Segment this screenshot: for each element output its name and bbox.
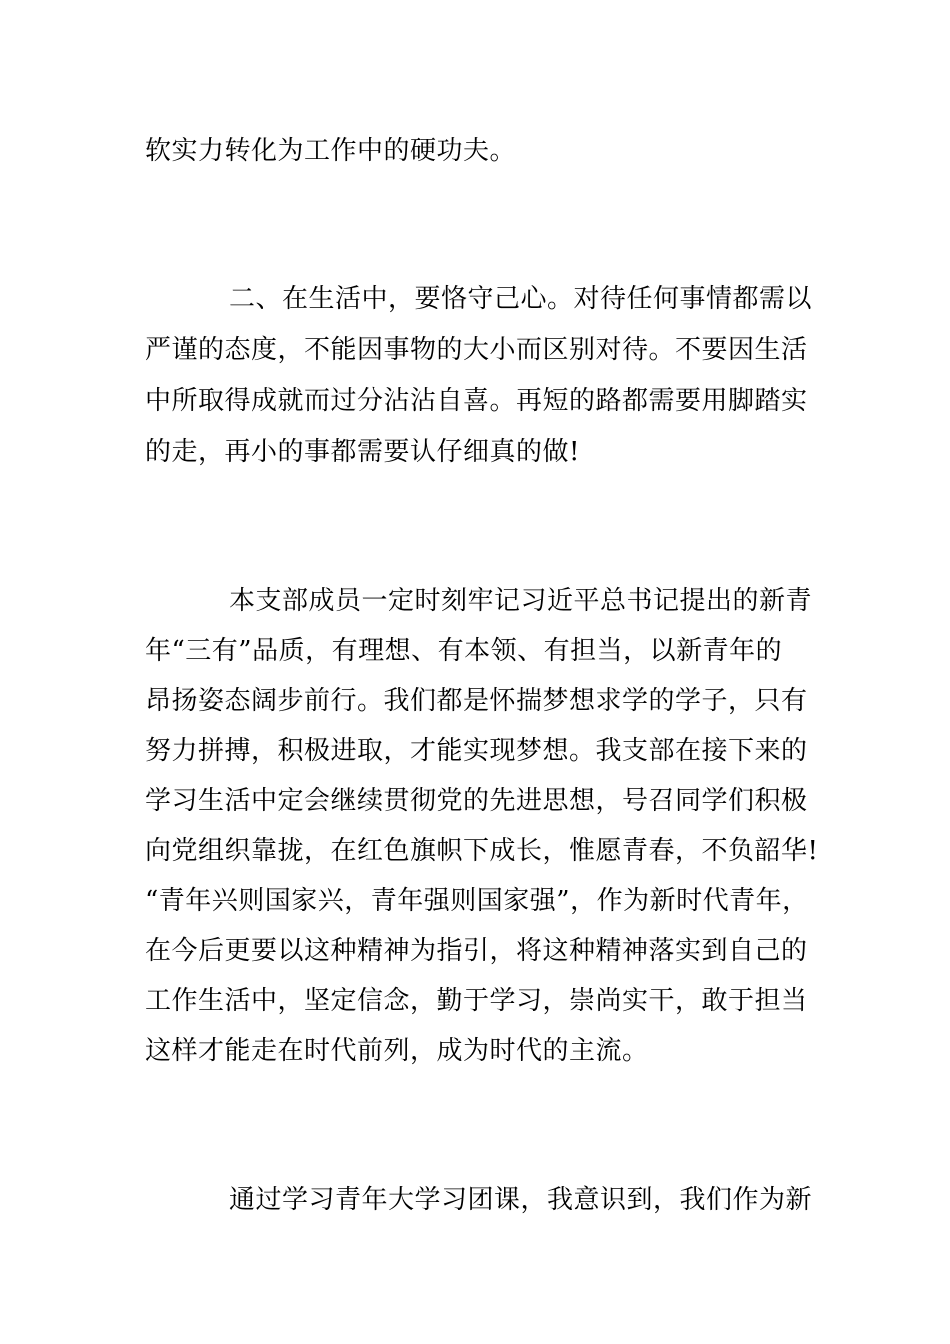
paragraph-4-line-1: 通过学习青年大学习团课，我意识到，我们作为新	[229, 1185, 813, 1215]
paragraph-2-line-2: 严谨的态度，不能因事物的大小而区别对待。不要因生活	[145, 335, 808, 365]
paragraph-1-line-1: 软实力转化为工作中的硬功夫。	[145, 136, 517, 166]
paragraph-3-line-7: “青年兴则国家兴，青年强则国家强”，作为新时代青年，	[145, 886, 809, 916]
paragraph-3-line-5: 学习生活中定会继续贯彻党的先进思想，号召同学们积极	[145, 786, 808, 816]
paragraph-2-line-4: 的走，再小的事都需要认仔细真的做!	[145, 437, 580, 467]
paragraph-3-line-6: 向党组织靠拢，在红色旗帜下成长，惟愿青春，不负韶华!	[145, 836, 819, 866]
paragraph-3-line-9: 工作生活中，坚定信念，勤于学习，崇尚实干，敢于担当	[145, 986, 808, 1016]
paragraph-3-line-3: 昂扬姿态阔步前行。我们都是怀揣梦想求学的学子，只有	[145, 686, 808, 716]
paragraph-3-line-4: 努力拼搏，积极进取，才能实现梦想。我支部在接下来的	[145, 736, 808, 766]
paragraph-3-line-8: 在今后更要以这种精神为指引，将这种精神落实到自己的	[145, 936, 808, 966]
paragraph-3-line-1: 本支部成员一定时刻牢记习近平总书记提出的新青	[229, 586, 813, 616]
paragraph-3-line-10: 这样才能走在时代前列，成为时代的主流。	[145, 1036, 649, 1066]
paragraph-3-line-2: 年“三有”品质，有理想、有本领、有担当，以新青年的	[145, 636, 783, 666]
paragraph-2-line-1: 二、在生活中，要恪守己心。对待任何事情都需以	[229, 284, 813, 314]
paragraph-2-line-3: 中所取得成就而过分沾沾自喜。再短的路都需要用脚踏实	[145, 386, 808, 416]
